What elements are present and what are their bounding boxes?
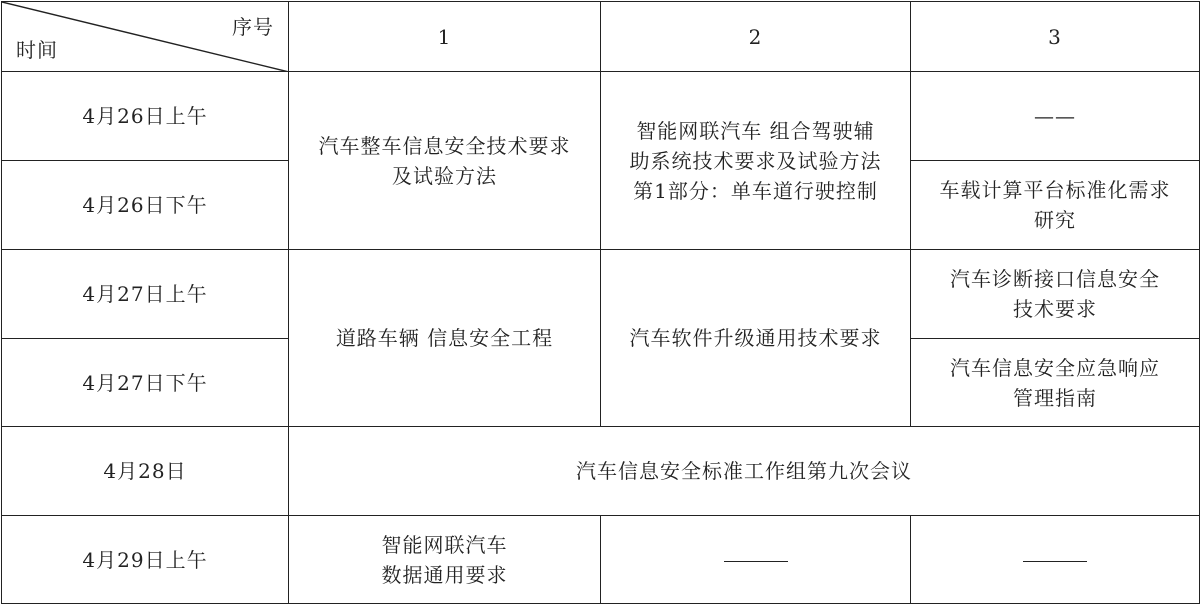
col-header-1: 1 [289, 2, 601, 72]
session-text-line: 汽车诊断接口信息安全 [950, 267, 1160, 291]
session-cell-8 [289, 516, 601, 604]
table-row [2, 72, 1200, 161]
empty-dash-cell [601, 516, 911, 604]
session-cell-2 [601, 72, 911, 250]
time-cell: 4月27日下午 [2, 339, 289, 427]
time-cell: 4月26日下午 [2, 161, 289, 250]
header-corner-cell [2, 2, 289, 72]
header-row [2, 2, 1200, 72]
dash-mark [724, 561, 788, 562]
session-text-line: 智能网联汽车 组合驾驶辅 [636, 118, 875, 143]
table-row [2, 250, 1200, 339]
session-text-line: 研究 [1034, 208, 1076, 232]
schedule-table [1, 1, 1200, 604]
col-header-2: 2 [601, 2, 911, 72]
session-text-line: 第1部分：单车道行驶控制 [633, 178, 878, 203]
time-cell: 4月28日 [2, 427, 289, 516]
session-cell-empty: —— [911, 72, 1200, 161]
time-header-label: 时间 [16, 38, 58, 62]
time-cell: 4月26日上午 [2, 72, 289, 161]
merged-session-cell: 汽车信息安全标准工作组第九次会议 [289, 427, 1200, 516]
empty-dash-cell [911, 516, 1200, 604]
session-cell-3 [911, 161, 1200, 250]
table-row [2, 427, 1200, 516]
session-cell-1 [289, 72, 601, 250]
session-cell-4: 道路车辆 信息安全工程 [289, 250, 601, 427]
session-text-line: 汽车整车信息安全技术要求 [318, 133, 571, 158]
time-cell: 4月29日上午 [2, 516, 289, 604]
session-text-line: 数据通用要求 [381, 562, 508, 587]
session-text-line: 技术要求 [1013, 297, 1097, 321]
seq-header-label: 序号 [232, 15, 274, 39]
session-text-line: 管理指南 [1013, 385, 1097, 410]
session-cell-6 [911, 250, 1200, 339]
session-text-line: 助系统技术要求及试验方法 [629, 148, 882, 173]
session-cell-5: 汽车软件升级通用技术要求 [601, 250, 911, 427]
session-cell-7 [911, 339, 1200, 427]
table-row [2, 516, 1200, 604]
col-header-3: 3 [911, 2, 1200, 72]
dash-mark [1023, 561, 1087, 562]
session-text-line: 车载计算平台标准化需求 [939, 178, 1171, 202]
time-cell: 4月27日上午 [2, 250, 289, 339]
session-text-line: 汽车信息安全应急响应 [950, 355, 1160, 380]
session-text-line: 智能网联汽车 [381, 532, 508, 557]
session-text-line: 及试验方法 [392, 163, 497, 188]
